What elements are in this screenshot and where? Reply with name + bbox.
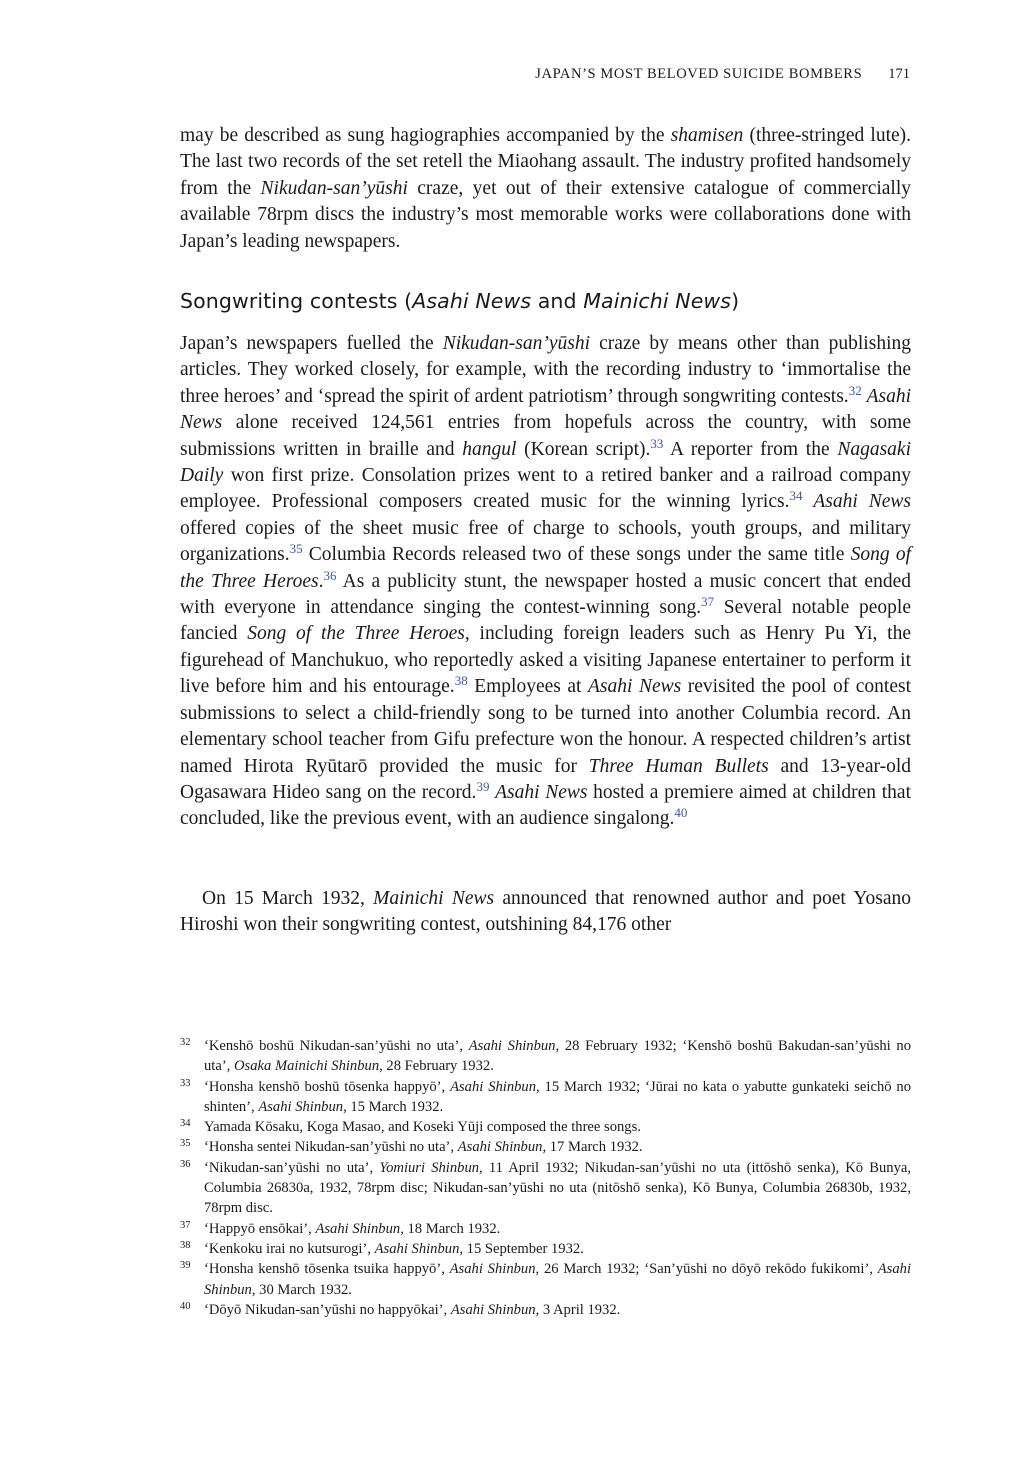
text-run: A reporter from the — [663, 438, 838, 460]
text-run: , including foreign leaders such as Henry Pu Yi, the figurehead of Manchukuo, who reportedly asked a visiting Japanese entertainer to perform it live before him and his entourage. — [180, 623, 911, 698]
footnotes — [180, 1036, 911, 1320]
italic-text: Mainichi News — [583, 289, 732, 313]
italic-text: Asahi Shinbun — [450, 1301, 536, 1318]
text-run: , 28 February 1932; ‘Kenshō boshū Bakudan-san’yūshi no uta’, — [204, 1038, 911, 1075]
text-run: ) — [731, 289, 740, 313]
text-run: , 15 March 1932; ‘Jūrai no kata o yabutte gunkateki seichō no shinten’, — [204, 1078, 911, 1115]
text-run: ‘Honsha kenshō boshū tōsenka happyō’, — [204, 1078, 451, 1095]
footnote-39 — [180, 1259, 911, 1300]
footnote-ref-36[interactable]: 36 — [323, 567, 337, 583]
italic-text: Song of the Three Heroes — [180, 544, 911, 592]
footnote-text — [204, 1158, 911, 1219]
text-run: ‘Nikudan-san’yūshi no uta’, — [204, 1159, 380, 1176]
text-run: (Korean script). — [516, 438, 651, 460]
italic-text: Three Human Bullets — [588, 755, 769, 777]
footnote-number: 36 — [180, 1158, 191, 1170]
footnote-text — [204, 1219, 911, 1239]
italic-text: Song of the Three Heroes — [247, 623, 465, 645]
text-run: announced that renowned author and poet Yosano Hiroshi won their songwriting contest, outshining 84,176 other — [180, 888, 911, 936]
text-run: revisited the pool of contest submissions to select a child-friendly song to be turned into another Columbia record. An elementary school teacher from Gifu prefecture won the honour. A respected children’s artist named Hirota Ryūtarō provided the music for — [180, 676, 911, 777]
section-heading — [180, 289, 911, 313]
footnote-number: 37 — [180, 1219, 191, 1231]
footnote-40 — [180, 1300, 911, 1320]
paragraph-intro — [180, 123, 911, 255]
footnote-34 — [180, 1117, 911, 1137]
footnote-text — [204, 1036, 911, 1077]
paragraph-text — [180, 886, 911, 939]
text-run: , 30 March 1932. — [251, 1281, 352, 1298]
running-head — [180, 66, 910, 83]
text-run: Yamada Kōsaku, Koga Masao, and Koseki Yūji composed the three songs. — [204, 1119, 641, 1136]
paragraph-text — [180, 331, 911, 833]
footnote-38 — [180, 1239, 911, 1259]
footnote-number: 38 — [180, 1239, 191, 1251]
footnote-ref-32[interactable]: 32 — [848, 382, 862, 398]
footnote-37 — [180, 1219, 911, 1239]
text-run: craze by means other than publishing articles. They worked closely, for example, with the recording industry to ‘immortalise the three heroes’ and ‘spread the spirit of ardent patriotism’ through songwriting contests. — [180, 333, 911, 407]
italic-text: hangul — [462, 438, 517, 460]
italic-text: Nikudan-san’yūshi — [442, 333, 591, 354]
text-run: Japan’s newspapers fuelled the — [180, 333, 443, 354]
text-run: may be described as sung hagiographies accompanied by the — [180, 125, 671, 146]
italic-text: Asahi News — [813, 491, 911, 513]
footnote-number: 35 — [180, 1138, 191, 1150]
italic-text: Asahi News — [180, 385, 911, 434]
text-run: . — [318, 570, 324, 592]
footnote-ref-35[interactable]: 35 — [289, 541, 303, 557]
text-run: offered copies of the sheet music free of charge to schools, youth groups, and military organizations. — [180, 517, 911, 566]
text-run: Several notable people fancied — [180, 597, 911, 645]
footnote-text — [204, 1300, 911, 1320]
footnote-text — [204, 1117, 911, 1137]
footnote-ref-37[interactable]: 37 — [701, 594, 715, 610]
italic-text: Asahi Shinbun — [204, 1261, 911, 1298]
footnote-ref-40[interactable]: 40 — [674, 805, 688, 821]
running-head-title: JAPAN’S MOST BELOVED SUICIDE BOMBERS — [535, 66, 863, 82]
footnote-text — [204, 1239, 911, 1259]
footnote-number: 34 — [180, 1118, 191, 1130]
footnote-number: 33 — [180, 1077, 191, 1089]
italic-text: shamisen — [670, 125, 744, 146]
text-run: Employees at — [467, 676, 588, 698]
italic-text: Mainichi News — [373, 888, 495, 909]
text-run: and — [531, 289, 584, 313]
text-run: (three-stringed lute). The last two records of the set retell the Miaohang assault. The industry profited handsomely from the — [180, 125, 912, 199]
text-run: , 18 March 1932. — [400, 1220, 501, 1237]
text-run — [802, 491, 813, 512]
text-run: As a publicity stunt, the newspaper hosted a music concert that ended with everyone in attendance singing the contest-winning song. — [180, 570, 911, 619]
text-run: , 26 March 1932; ‘San’yūshi no dōyō rekōdo fukikomi’, — [535, 1261, 878, 1278]
footnote-32 — [180, 1036, 911, 1077]
text-run: , 28 February 1932. — [379, 1058, 494, 1075]
text-run: , 17 March 1932. — [542, 1139, 643, 1156]
footnote-number: 40 — [180, 1300, 191, 1312]
italic-text: Nikudan-san’yūshi — [260, 177, 408, 199]
text-run: won first prize. Consolation prizes went to a retired banker and a railroad company employee. Professional composers created music for the winning lyrics. — [180, 465, 911, 513]
footnote-33 — [180, 1077, 911, 1118]
text-run: ‘Kenshō boshū Nikudan-san’yūshi no uta’, — [204, 1038, 469, 1054]
italic-text: Asahi News — [495, 781, 588, 803]
italic-text: Asahi Shinbun — [457, 1139, 543, 1156]
footnote-text — [204, 1137, 911, 1157]
text-run: craze, yet out of their extensive catalogue of commercially available 78rpm discs the industry’s most memorable works were collaborations done with Japan’s leading newspapers. — [180, 177, 912, 252]
text-run: Columbia Records released two of these songs under the same title — [302, 544, 851, 566]
text-run: On 15 March 1932, — [202, 888, 374, 909]
text-run: , 3 April 1932. — [535, 1301, 621, 1318]
footnote-36 — [180, 1158, 911, 1219]
italic-text: Asahi Shinbun — [374, 1240, 460, 1257]
text-run: ‘Kenkoku irai no kutsurogi’, — [204, 1240, 375, 1257]
italic-text: Asahi Shinbun — [450, 1078, 537, 1095]
text-run: Songwriting contests ( — [180, 289, 413, 313]
italic-text: Asahi News — [588, 676, 682, 698]
paragraph-contests — [180, 331, 911, 833]
text-run: and 13-year-old Ogasawara Hideo sang on the record. — [180, 755, 911, 803]
italic-text: Asahi News — [412, 289, 532, 313]
italic-text: Yomiuri Shinbun — [379, 1159, 480, 1176]
text-run: hosted a premiere aimed at children that concluded, like the previous event, with an audience singalong. — [180, 781, 911, 830]
paragraph-text — [180, 123, 911, 255]
text-run: ‘Honsha sentei Nikudan-san’yūshi no uta’, — [204, 1139, 458, 1156]
footnote-ref-33[interactable]: 33 — [650, 435, 664, 451]
page-number: 171 — [888, 66, 910, 82]
text-run: , 15 March 1932. — [343, 1098, 444, 1115]
italic-text: Osaka Mainichi Shinbun — [234, 1058, 380, 1075]
footnote-number: 32 — [180, 1037, 191, 1048]
footnote-ref-39[interactable]: 39 — [476, 778, 490, 794]
italic-text: Asahi Shinbun — [449, 1261, 536, 1278]
footnote-text — [204, 1077, 911, 1118]
footnote-ref-38[interactable]: 38 — [454, 673, 468, 689]
paragraph-mainichi — [180, 886, 911, 939]
text-run: , 11 April 1932; Nikudan-san’yūshi no uta (ittōshō senka), Kō Bunya, Columbia 26830a, 1932, 78rpm disc; Nikudan-san’yūshi no uta (nitōshō senka), Kō Bunya, Columbia 26830b, 1932, 78rpm disc. — [204, 1159, 912, 1217]
italic-text: Asahi Shinbun — [258, 1098, 344, 1115]
italic-text: Asahi Shinbun — [468, 1038, 556, 1054]
italic-text: Nagasaki Daily — [180, 438, 911, 487]
footnote-number: 39 — [180, 1260, 191, 1272]
text-run: alone received 124,561 entries from hopefuls across the country, with some submissions written in braille and — [180, 412, 911, 460]
italic-text: Asahi Shinbun — [315, 1220, 401, 1237]
text-run: ‘Dōyō Nikudan-san’yūshi no happyōkai’, — [204, 1301, 451, 1318]
text-run: , 15 September 1932. — [459, 1240, 584, 1257]
text-run: ‘Happyō ensōkai’, — [204, 1220, 316, 1237]
footnote-ref-34[interactable]: 34 — [789, 488, 803, 504]
text-run: ‘Honsha kenshō tōsenka tsuika happyō’, — [204, 1261, 450, 1278]
footnote-35 — [180, 1137, 911, 1157]
footnote-text — [204, 1259, 911, 1300]
